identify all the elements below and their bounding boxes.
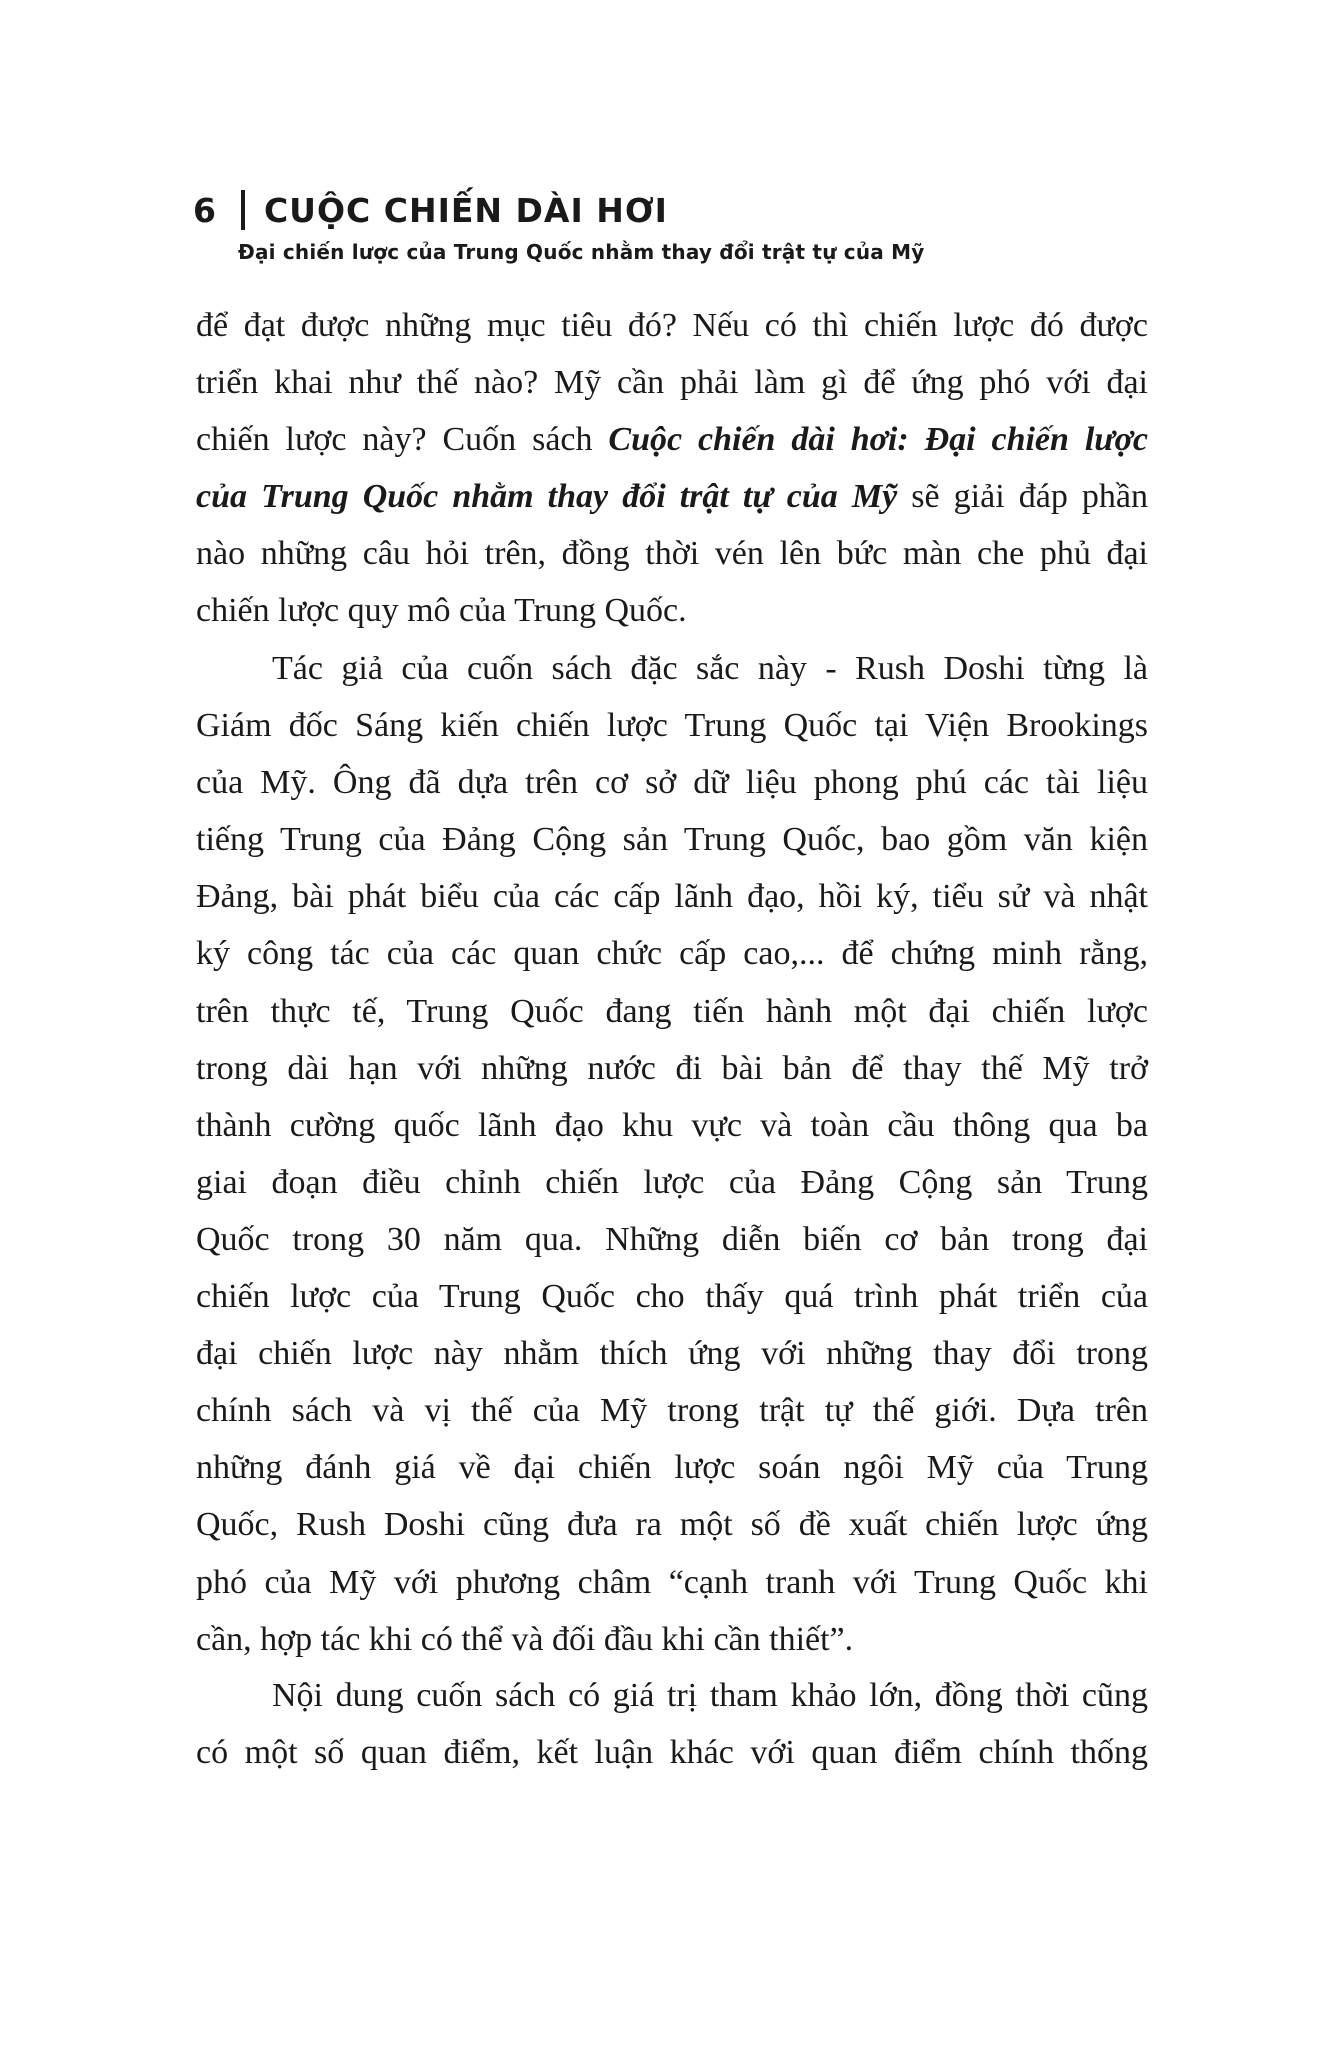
text-line: Quốc, Rush Doshi cũng đưa ra một số đề xuất chiến lược ứng [196,1506,1148,1544]
header-title-row [193,186,1093,234]
text-line: trên thực tế, Trung Quốc đang tiến hành một đại chiến lược [196,992,1148,1030]
text-line: Quốc trong 30 năm qua. Những diễn biến cơ bản trong đại [196,1220,1148,1258]
text-line: ký công tác của các quan chức cấp cao,... để chứng minh rằng, [196,935,1148,973]
text-line: những đánh giá về đại chiến lược soán ngôi Mỹ của Trung [196,1449,1148,1487]
text-line: phó của Mỹ với phương châm “cạnh tranh với Trung Quốc khi [196,1563,1148,1601]
text-run: sẽ giải đáp phần [897,478,1148,516]
book-title-italic: của Trung Quốc nhằm thay đổi trật tự của Mỹ [196,478,898,516]
text-line: chiến lược của Trung Quốc cho thấy quá trình phát triển của [196,1278,1148,1316]
text-line: thành cường quốc lãnh đạo khu vực và toàn cầu thông qua ba [196,1106,1148,1144]
text-line: Đảng, bài phát biểu của các cấp lãnh đạo, hồi ký, tiểu sử và nhật [196,878,1148,916]
text-line: nào những câu hỏi trên, đồng thời vén lên bức màn che phủ đại [196,535,1148,573]
book-title: CUỘC CHIẾN DÀI HƠI [263,190,668,230]
paragraph-3 [196,1667,1148,1781]
text-line: trong dài hạn với những nước đi bài bản để thay thế Mỹ trở [196,1049,1148,1087]
book-title-italic: Cuộc chiến dài hơi: Đại chiến lược [608,421,1148,459]
text-line: của Mỹ. Ông đã dựa trên cơ sở dữ liệu phong phú các tài liệu [196,764,1148,802]
header-divider [241,190,245,230]
text-line: Tác giả của cuốn sách đặc sắc này - Rush Doshi từng là [272,650,1148,687]
running-header [193,186,1093,276]
text-line [196,468,1148,525]
paragraph-1 [196,297,1148,640]
text-line [196,411,1148,468]
book-subtitle: Đại chiến lược của Trung Quốc nhằm thay đổi trật tự của Mỹ [238,240,925,264]
paragraph-2 [196,640,1148,1668]
text-line: chính sách và vị thế của Mỹ trong trật tự thế giới. Dựa trên [196,1392,1148,1430]
text-line: Giám đốc Sáng kiến chiến lược Trung Quốc tại Viện Brookings [196,707,1148,745]
text-line: chiến lược quy mô của Trung Quốc. [196,592,687,630]
text-line: tiếng Trung của Đảng Cộng sản Trung Quốc, bao gồm văn kiện [196,821,1148,859]
page-number: 6 [193,190,217,230]
text-line: đại chiến lược này nhằm thích ứng với những thay đổi trong [196,1335,1148,1373]
text-line: Nội dung cuốn sách có giá trị tham khảo lớn, đồng thời cũng [272,1677,1148,1714]
text-run: chiến lược này? Cuốn sách [196,421,609,459]
text-line: triển khai như thế nào? Mỹ cần phải làm gì để ứng phó với đại [196,364,1148,402]
text-line: giai đoạn điều chỉnh chiến lược của Đảng Cộng sản Trung [196,1163,1148,1201]
text-line: cần, hợp tác khi có thể và đối đầu khi cần thiết”. [196,1620,854,1658]
text-line: để đạt được những mục tiêu đó? Nếu có thì chiến lược đó được [196,307,1148,344]
text-line: có một số quan điểm, kết luận khác với quan điểm chính thống [196,1734,1148,1772]
